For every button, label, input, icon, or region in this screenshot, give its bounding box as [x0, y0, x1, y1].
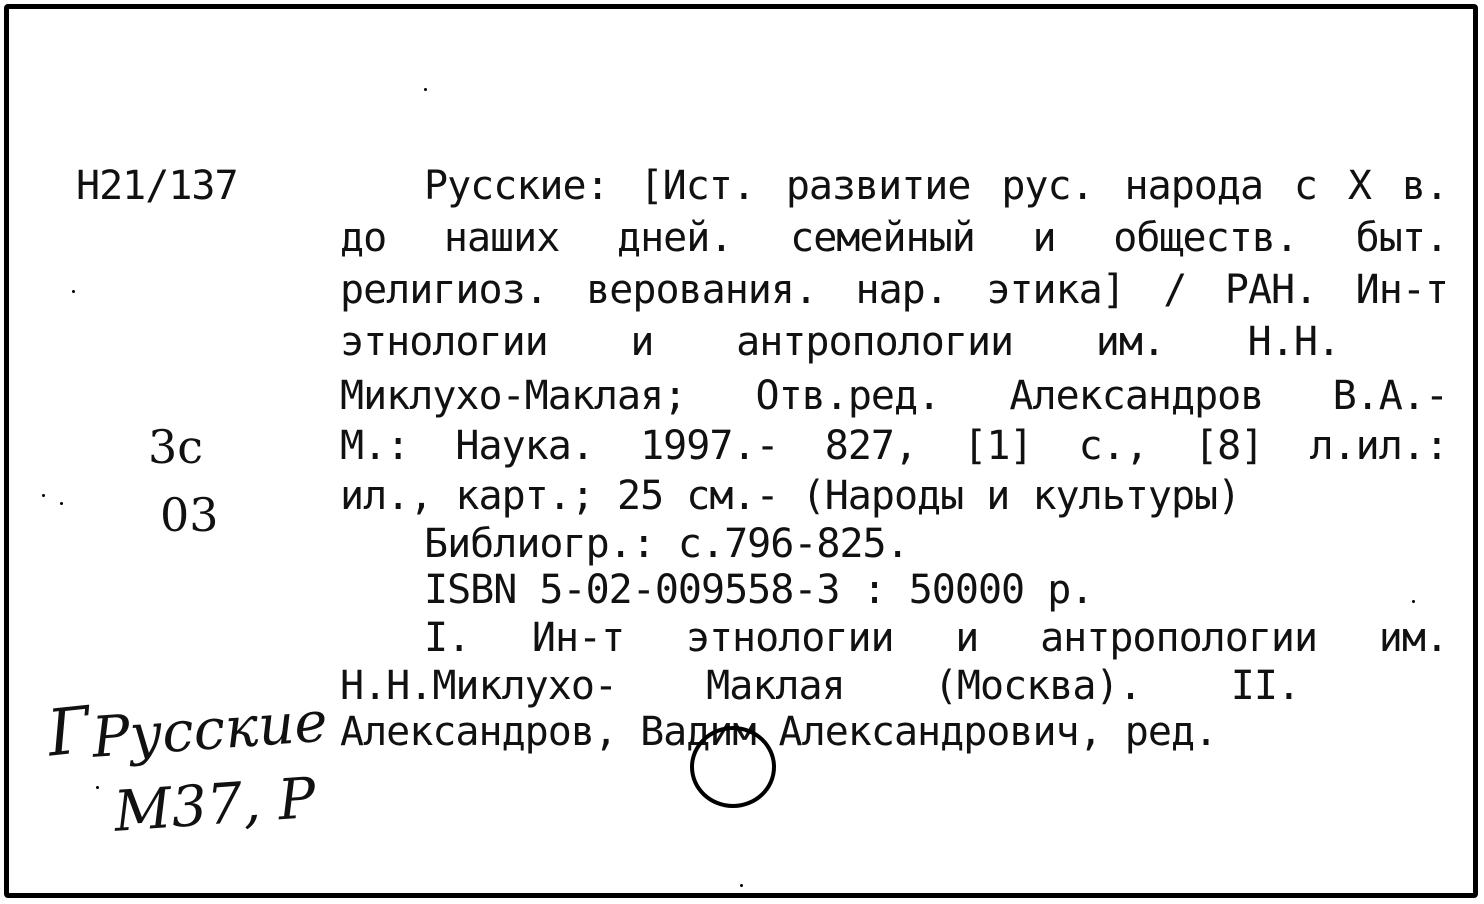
scan-speck: [424, 88, 427, 91]
scan-speck: [60, 502, 63, 505]
tracing-line-2: Н.Н.Миклухо- Маклая (Москва). II.: [340, 663, 1300, 709]
isbn-price: ISBN 5-02-009558-3 : 50000 р.: [424, 567, 1094, 613]
handwritten-shelf-code: М37, Р: [112, 765, 318, 845]
scan-speck: [72, 290, 75, 293]
record-line-3: религиоз. верования. нар. этика] / РАН. Ин-т: [340, 267, 1448, 313]
record-line-6: М.: Наука. 1997.- 827, [1] с., [8] л.ил.:: [340, 423, 1448, 469]
bibliography-note: Библиогр.: с.796-825.: [424, 521, 909, 567]
record-line-7: ил., карт.; 25 см.- (Народы и культуры): [340, 473, 1241, 519]
call-number: H21/137: [76, 163, 238, 209]
punch-hole-icon: [690, 726, 776, 808]
scan-speck: [1412, 600, 1415, 603]
tracing-line-3: Александров, Вадим Александрович, ред.: [340, 709, 1218, 755]
record-line-1: Русские: [Ист. развитие рус. народа с X в.: [424, 163, 1448, 209]
handwritten-mark-bottom: 03: [160, 488, 219, 542]
scan-speck: [96, 786, 99, 789]
scan-speck: [740, 884, 743, 887]
record-line-2: до наших дней. семейный и обществ. быт.: [340, 215, 1448, 261]
record-line-5: Миклухо-Маклая; Отв.ред. Александров В.А.-: [340, 373, 1448, 419]
handwritten-subject-prefix: Г: [44, 693, 94, 772]
handwritten-subject: Русские: [90, 689, 330, 771]
tracing-line-1: I. Ин-т этнологии и антропологии им.: [424, 615, 1448, 661]
scan-speck: [42, 494, 45, 497]
record-line-4: этнологии и антропологии им. Н.Н.: [340, 319, 1340, 365]
handwritten-mark-top: 3с: [148, 420, 204, 474]
